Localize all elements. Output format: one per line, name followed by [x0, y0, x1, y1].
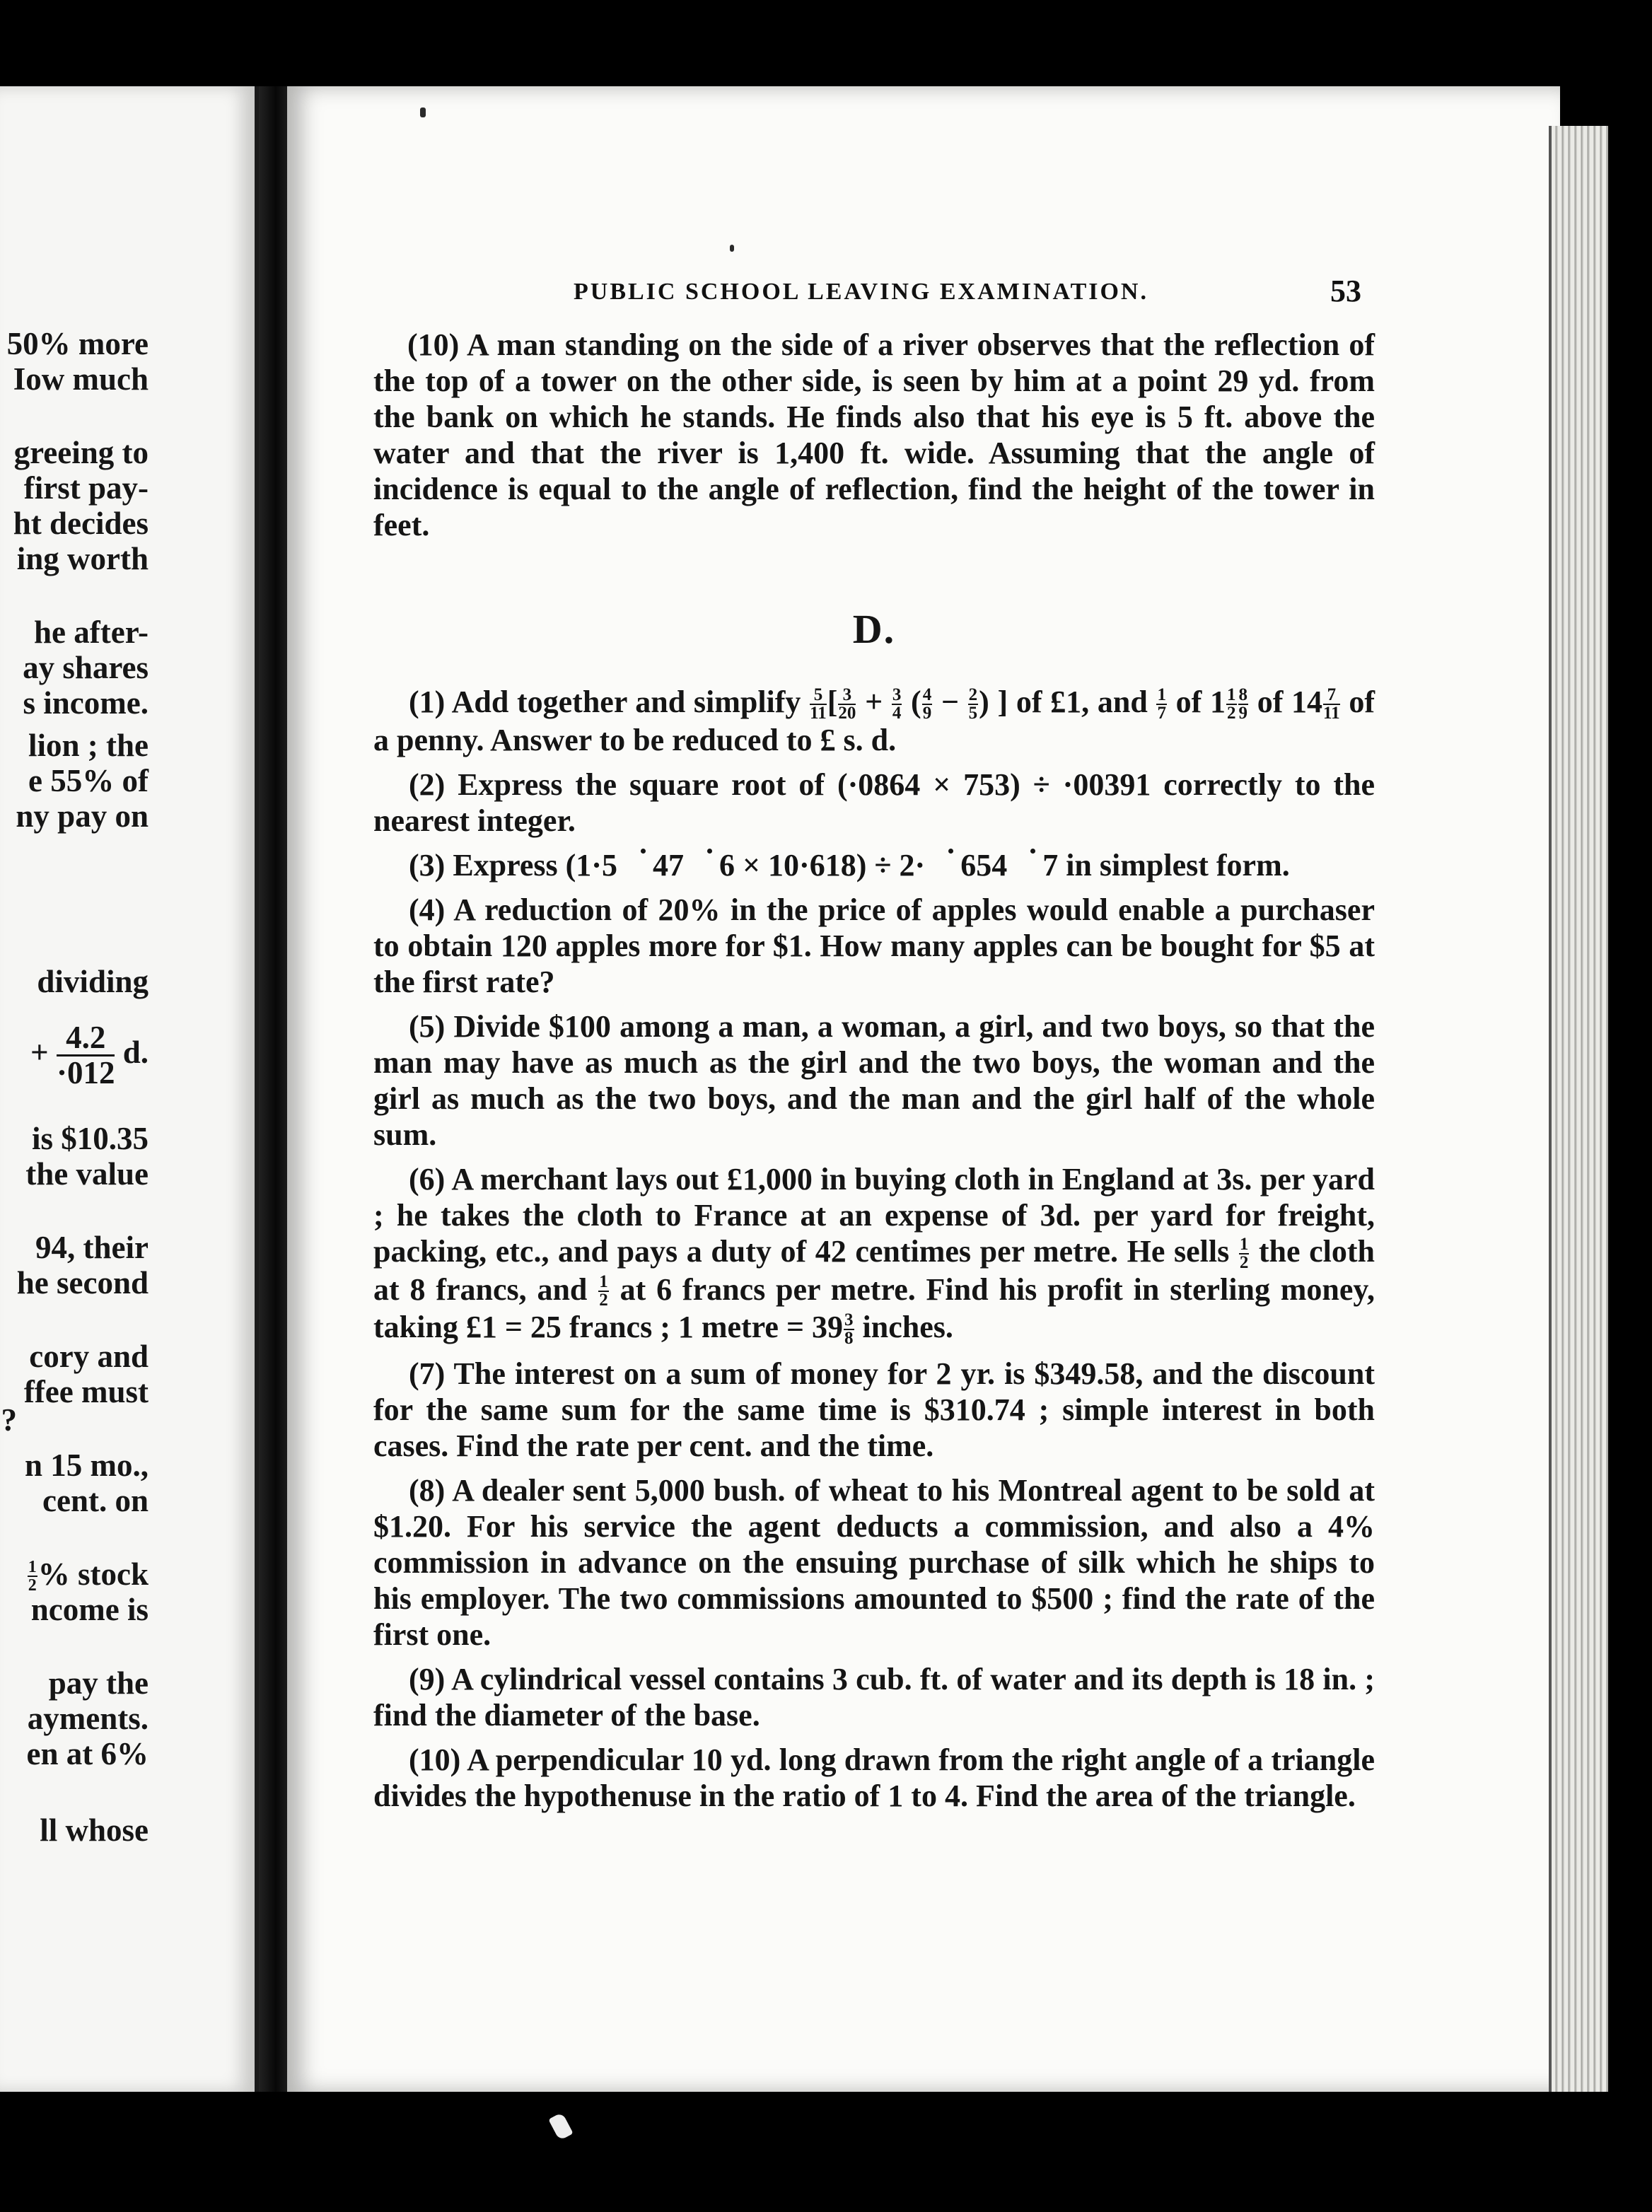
- left-page-fraction-fragment: + $\frac{4.2}{\cdot 012}$ d.: [30, 1020, 149, 1091]
- left-page-fragment: ayments.: [27, 1701, 149, 1736]
- left-page-fragment: he after-: [34, 615, 149, 650]
- question-4: (4) A reduction of 20% in the price of apples would enable a purchaser to obtain 120 apples more for $1. How many apples can be bought for $5 at the first rate?: [373, 892, 1375, 999]
- scan-speck: [730, 245, 734, 252]
- left-page-fragment: n 15 mo.,: [24, 1448, 149, 1483]
- left-page-fragment: ll whose: [40, 1812, 149, 1848]
- left-page-fragment: lion ; the: [28, 728, 149, 763]
- recurring-digit: 7: [1007, 847, 1058, 883]
- fraction: $\frac{5}{11}$: [810, 685, 827, 723]
- fraction: $\frac{4}{9}$: [922, 685, 932, 723]
- recurring-digit: 4: [617, 847, 668, 883]
- fraction: $\frac{1}{2}$: [599, 1272, 608, 1310]
- question-2: (2) Express the square root of (·0864 × 753) ÷ ·00391 correctly to the nearest integer.: [373, 767, 1375, 838]
- left-page-fragment: 50% more: [6, 326, 149, 361]
- left-page-fragment: $\frac{1}{2}$ % stock: [28, 1556, 149, 1595]
- book-gutter: [259, 86, 287, 2092]
- page-content: [373, 327, 1375, 1822]
- left-page-fragment: dividing: [37, 964, 149, 999]
- question-number: (10): [407, 327, 460, 362]
- running-title: PUBLIC SCHOOL LEAVING EXAMINATION.: [574, 279, 1148, 305]
- left-page-fragment: ncome is: [30, 1592, 149, 1627]
- left-page-fragment: greeing to: [13, 435, 149, 470]
- left-page-fragment: e 55% of: [28, 763, 149, 798]
- left-page-fragment: s income.: [23, 685, 149, 721]
- carryover-question: [373, 327, 1375, 543]
- running-header: [287, 272, 1560, 314]
- left-page-fragment: he second: [16, 1265, 149, 1300]
- left-page-fragment: cent. on: [42, 1483, 149, 1518]
- left-page-fragment: ny pay on: [16, 798, 149, 834]
- left-page-fragment: ay shares: [23, 650, 149, 685]
- left-page-fragment: first pay-: [23, 470, 149, 506]
- left-page-fragment: pay the: [48, 1665, 149, 1701]
- fraction: $\frac{2}{5}$: [968, 685, 978, 723]
- question-3: (3) Express (1·5 47 6 × 10·618) ÷ 2· 654 7 in simplest form.: [409, 847, 1290, 883]
- recurring-digit: 6: [684, 847, 735, 883]
- left-page-fragment: is $10.35: [31, 1121, 149, 1156]
- question-8: (8) A dealer sent 5,000 bush. of wheat to his Montreal agent to be sold at $1.20. For his service the agent deducts a commission, and also a 4% commission in advance on the ensuing purchase of silk which he ships to his employer. The two commissions amounted to $500 ; find the rate of the first one.: [373, 1473, 1375, 1652]
- left-page-fragment: ffee must: [23, 1374, 149, 1409]
- main-page: [287, 86, 1560, 2092]
- question-5: (5) Divide $100 among a man, a woman, a girl, and two boys, so that the man may have as much as the girl and the two boys, the woman and the girl as much as the two boys, and the man and the girl half of the whole sum.: [373, 1008, 1375, 1152]
- scan-artifact: [548, 2112, 573, 2141]
- page-edges: [1549, 126, 1608, 2092]
- section-heading: D.: [852, 606, 896, 652]
- page-number: 53: [1330, 274, 1361, 308]
- fraction: $\frac{3}{8}$: [844, 1310, 854, 1348]
- left-page-fragment: ing worth: [16, 541, 149, 576]
- question-text: A man standing on the side of a river observes that the reflection of the top of a tower on the other side, is seen by him at a point 29 yd. from the bank on which he stands. He finds also that his eye is 5 ft. above the water and that the river is 1,400 ft. wide. Assuming that the angle of incidence is equal to the angle of reflection, find the height of the tower in feet.: [373, 327, 1375, 542]
- fraction: $\frac{1}{2}$: [1239, 1234, 1249, 1272]
- left-page-fragment: cory and: [29, 1339, 149, 1374]
- fraction: $\frac{8}{9}$: [1238, 685, 1248, 723]
- left-page-fragment: the value: [25, 1156, 149, 1192]
- fraction: $\frac{1}{2}$: [1227, 685, 1236, 723]
- question-10: (10) A perpendicular 10 yd. long drawn from the right angle of a triangle divides the hypothenuse in the ratio of 1 to 4. Find the area of the triangle.: [373, 1742, 1375, 1813]
- left-facing-page: [0, 86, 259, 2092]
- question-9: (9) A cylindrical vessel contains 3 cub. ft. of water and its depth is 18 in. ; find the diameter of the base.: [373, 1662, 1375, 1733]
- question-1: (1) Add together and simplify $\frac{5}{11}$ [ $\frac{3}{20}$ + $\frac{3}{4}$ ( $\frac{4}{9}$ − $\frac{2}{5}$ ) ] of £1, and $\frac{1}{7}$ of 1 $\frac{1}{2}$ $\frac{8}{9}$ of 14 $\frac{7}{11}$ of a penny. Answer to be reduced to £ s. d.: [373, 685, 1375, 757]
- scan-speck: [420, 107, 426, 117]
- left-page-fragment: 94, their: [35, 1230, 149, 1265]
- fraction: $\frac{1}{7}$: [1157, 685, 1166, 723]
- left-page-fragment: Iow much: [13, 361, 149, 397]
- fraction: $\frac{7}{11}$: [1323, 685, 1340, 723]
- question-6: (6) A merchant lays out £1,000 in buying cloth in England at 3s. per yard ; he takes the cloth to France at an expense of 3d. per yard for freight, packing, etc., and pays a duty of 42 centimes per metre. He sells $\frac{1}{2}$ the cloth at 8 francs, and $\frac{1}{2}$ at 6 francs per metre. Find his profit in sterling money, taking £1 = 25 francs ; 1 metre = 39 $\frac{3}{8}$ inches.: [373, 1161, 1375, 1348]
- question-7: (7) The interest on a sum of money for 2 yr. is $349.58, and the discount for the same sum for the same time is $310.74 ; simple interest in both cases. Find the rate per cent. and the time.: [373, 1356, 1375, 1463]
- recurring-digit: 6: [925, 847, 976, 883]
- left-page-fragment: ?: [1, 1402, 17, 1438]
- fraction: $\frac{3}{4}$: [892, 685, 902, 723]
- left-page-fragment: en at 6%: [26, 1736, 149, 1771]
- fraction: $\frac{3}{20}$: [838, 685, 856, 723]
- left-page-fragment: ht decides: [13, 506, 149, 541]
